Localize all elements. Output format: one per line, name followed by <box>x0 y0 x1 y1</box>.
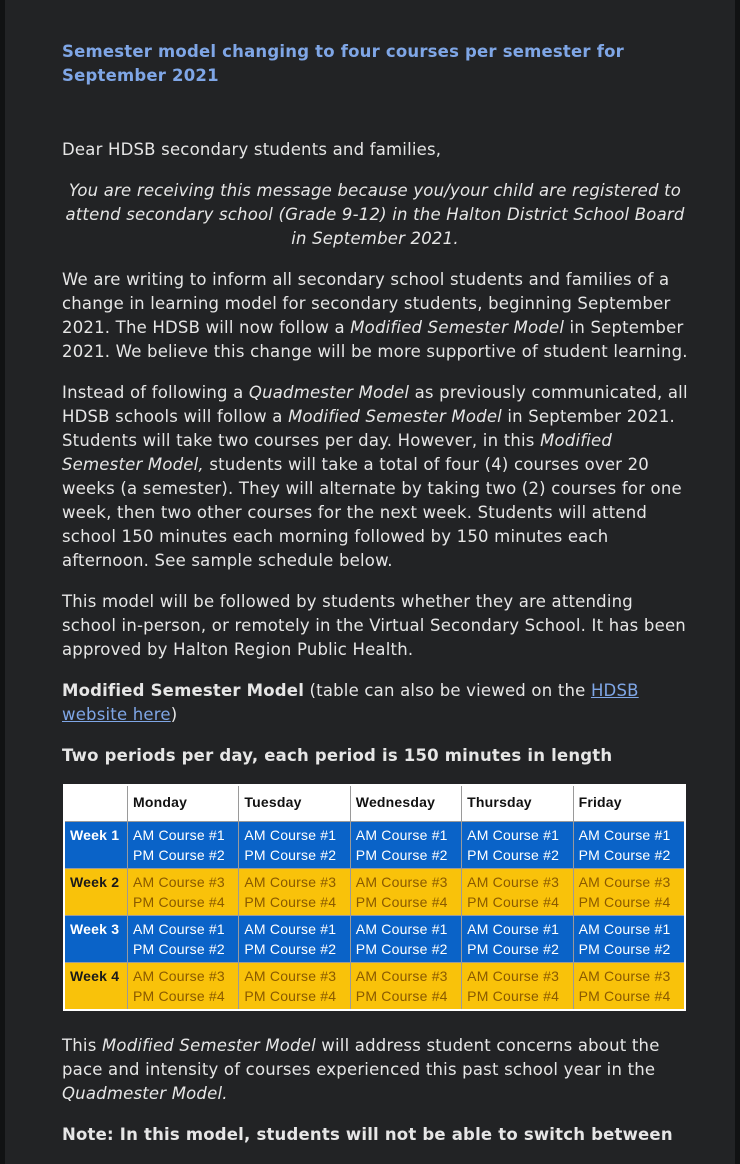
am-course: AM Course #3 <box>355 968 448 984</box>
day-header-tuesday: Tuesday <box>239 785 350 822</box>
pm-course: PM Course #2 <box>133 847 225 863</box>
pm-course: PM Course #4 <box>244 894 337 910</box>
pm-course: PM Course #4 <box>467 988 560 1004</box>
course-cell <box>239 822 350 869</box>
course-cell <box>350 869 461 916</box>
schedule-table <box>63 784 686 1011</box>
am-course: AM Course #3 <box>578 874 671 890</box>
text-run: This <box>62 1036 102 1055</box>
text-run: ) <box>170 705 178 724</box>
emphasis-modified-semester: Modified Semester Model <box>101 1036 316 1055</box>
am-course: AM Course #1 <box>244 827 337 843</box>
periods-heading: Two periods per day, each period is 150 minutes in length <box>62 746 613 765</box>
emphasis-modified-semester: Modified Semester Model <box>288 407 502 426</box>
pm-course: PM Course #2 <box>244 847 337 863</box>
course-cell <box>239 916 350 963</box>
am-course: AM Course #1 <box>244 921 337 937</box>
registration-notice: You are receiving this message because you/your child are registered to attend secondary school (Grade 9-12) in the Halton District School Board in September 2021. <box>65 181 685 248</box>
week-label: Week 2 <box>64 869 128 916</box>
day-header-friday: Friday <box>573 785 685 822</box>
hdsb-website-link[interactable]: HDSB website here <box>62 681 639 724</box>
text-run: as previously communicated, all HDSB schools will follow a <box>62 383 688 426</box>
am-course: AM Course #1 <box>355 921 448 937</box>
am-course: AM Course #1 <box>355 827 448 843</box>
course-cell <box>462 822 573 869</box>
text-run: will address student concerns about the pace and intensity of courses experienced this past school year in the <box>62 1036 660 1079</box>
am-course: AM Course #3 <box>133 968 225 984</box>
window-edge-left <box>0 0 5 1164</box>
pm-course: PM Course #4 <box>355 894 448 910</box>
emphasis-quadmester: Quadmester Model <box>248 383 410 402</box>
course-cell <box>462 869 573 916</box>
week-label: Week 4 <box>64 963 128 1011</box>
am-course: AM Course #1 <box>467 827 560 843</box>
pm-course: PM Course #2 <box>355 847 448 863</box>
text-run: students will take a total of four (4) courses over 20 weeks (a semester). They will alternate by taking two (2) courses for one week, then two other courses for the next week. Students will attend school 150 minutes each morning followed by 150 minutes each afternoon. See sample schedule below. <box>62 455 682 570</box>
day-header-thursday: Thursday <box>462 785 573 822</box>
am-course: AM Course #1 <box>133 921 225 937</box>
text-run: in September 2021. We believe this change will be more supportive of student learning. <box>62 318 688 361</box>
am-course: AM Course #3 <box>244 874 337 890</box>
emphasis-quadmester: Quadmester Model. <box>62 1084 228 1103</box>
course-cell <box>128 916 239 963</box>
pm-course: PM Course #4 <box>578 988 671 1004</box>
am-course: AM Course #1 <box>467 921 560 937</box>
greeting: Dear HDSB secondary students and families, <box>62 140 442 159</box>
am-course: AM Course #3 <box>244 968 337 984</box>
schedule-header-row <box>64 785 685 822</box>
pm-course: PM Course #2 <box>133 941 225 957</box>
am-course: AM Course #3 <box>467 968 560 984</box>
pm-course: PM Course #4 <box>467 894 560 910</box>
course-cell <box>462 963 573 1011</box>
window-edge-right <box>735 0 740 1164</box>
text-run: Instead of following a <box>62 383 249 402</box>
schedule-row-week-3 <box>64 916 685 963</box>
pm-course: PM Course #4 <box>133 894 225 910</box>
text-run: in September 2021. Students will take two courses per day. However, in this <box>62 407 675 450</box>
week-label: Week 1 <box>64 822 128 869</box>
schedule-row-week-4 <box>64 963 685 1011</box>
course-cell <box>128 869 239 916</box>
am-course: AM Course #3 <box>578 968 671 984</box>
pm-course: PM Course #2 <box>467 847 560 863</box>
course-cell <box>350 822 461 869</box>
pm-course: PM Course #4 <box>355 988 448 1004</box>
am-course: AM Course #1 <box>578 921 671 937</box>
pm-course: PM Course #2 <box>578 847 671 863</box>
pm-course: PM Course #4 <box>133 988 225 1004</box>
pm-course: PM Course #2 <box>355 941 448 957</box>
emphasis-modified-semester: Modified Semester Model, <box>62 431 613 474</box>
course-cell <box>128 963 239 1011</box>
schedule-row-week-2 <box>64 869 685 916</box>
course-cell <box>573 963 685 1011</box>
course-cell <box>462 916 573 963</box>
email-body <box>62 38 688 1147</box>
emphasis-modified-semester: Modified Semester Model <box>350 318 565 337</box>
course-cell <box>128 822 239 869</box>
pm-course: PM Course #2 <box>244 941 337 957</box>
pm-course: PM Course #2 <box>467 941 560 957</box>
am-course: AM Course #3 <box>355 874 448 890</box>
course-cell <box>573 869 685 916</box>
paragraph-virtual-school: This model will be followed by students whether they are attending school in-person, or remotely in the Virtual Secondary School. It has been approved by Halton Region Public Health. <box>62 592 686 659</box>
am-course: AM Course #1 <box>578 827 671 843</box>
pm-course: PM Course #2 <box>578 941 671 957</box>
am-course: AM Course #3 <box>467 874 560 890</box>
course-cell <box>239 963 350 1011</box>
am-course: AM Course #1 <box>133 827 225 843</box>
table-intro <box>62 679 688 727</box>
course-cell <box>350 916 461 963</box>
model-heading-bold: Modified Semester Model <box>62 681 305 700</box>
course-cell <box>573 822 685 869</box>
paragraph-model-details <box>62 381 688 573</box>
am-course: AM Course #3 <box>133 874 225 890</box>
note-partial: Note: In this model, students will not be able to switch between <box>62 1125 673 1144</box>
paragraph-change-announcement <box>62 268 688 364</box>
day-header-monday: Monday <box>128 785 239 822</box>
schedule-row-week-1 <box>64 822 685 869</box>
course-cell <box>239 869 350 916</box>
course-cell <box>573 916 685 963</box>
text-run: (table can also be viewed on the <box>304 681 591 700</box>
pm-course: PM Course #4 <box>578 894 671 910</box>
course-cell <box>350 963 461 1011</box>
text-run: We are writing to inform all secondary school students and families of a change in learning model for secondary students, beginning September 2021. The HDSB will now follow a <box>62 270 671 337</box>
week-label: Week 3 <box>64 916 128 963</box>
day-header-wednesday: Wednesday <box>350 785 461 822</box>
corner-cell <box>64 785 128 822</box>
email-title: Semester model changing to four courses per semester for September 2021 <box>62 42 624 85</box>
paragraph-address-concerns <box>62 1034 688 1106</box>
pm-course: PM Course #4 <box>244 988 337 1004</box>
